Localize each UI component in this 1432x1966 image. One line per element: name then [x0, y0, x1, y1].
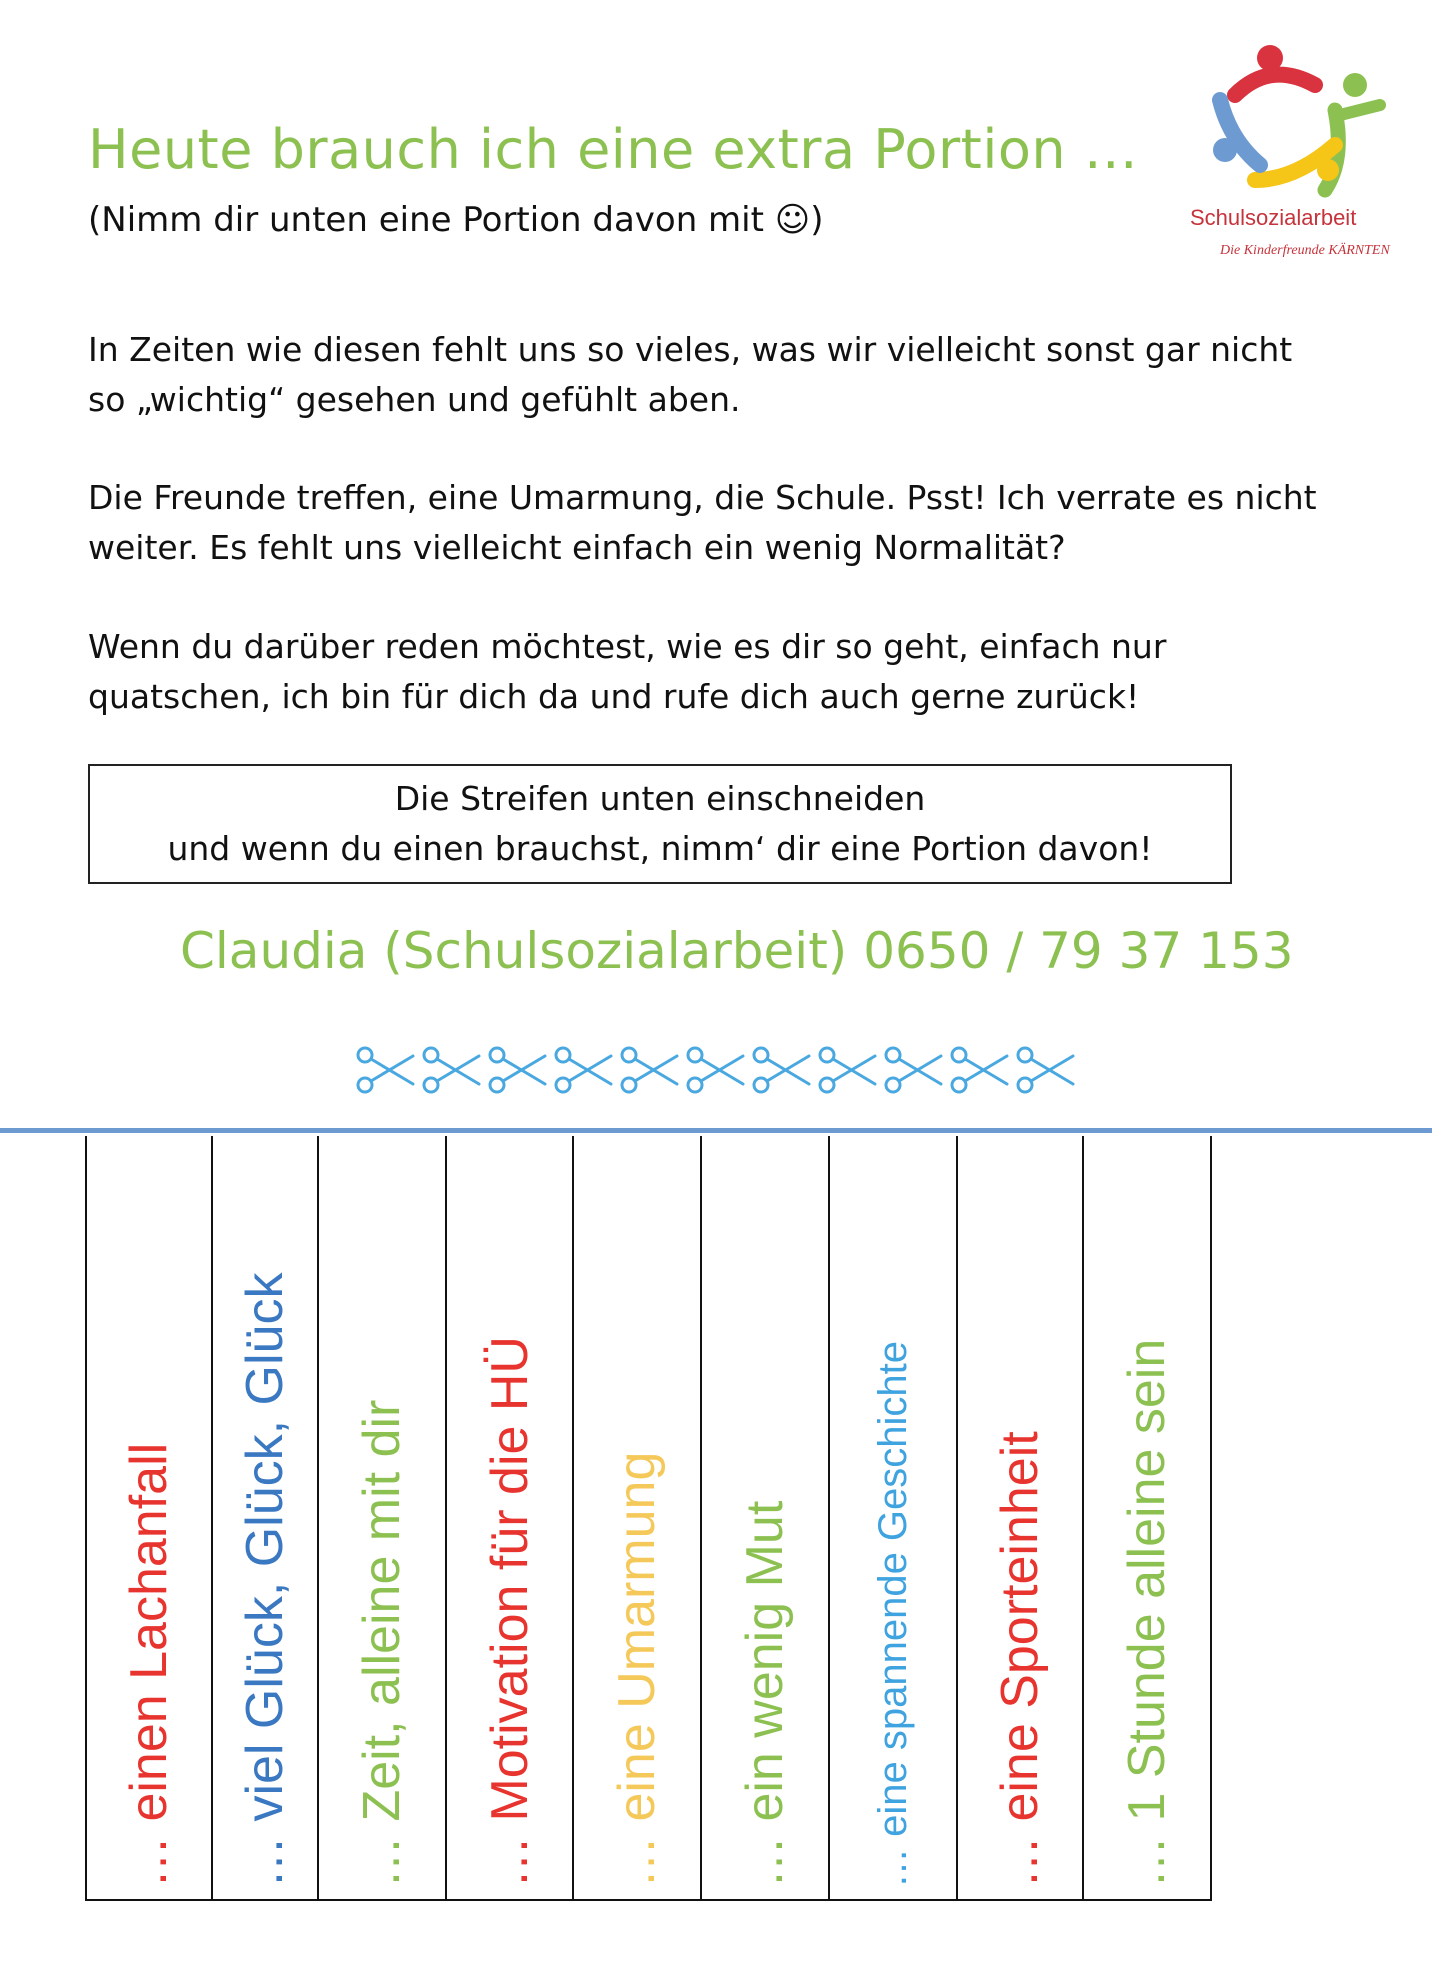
scissors-icon [751, 1040, 811, 1100]
scissors-icon [685, 1040, 745, 1100]
strip-label: … Zeit, alleine mit dir [353, 1399, 411, 1888]
strip-2[interactable] [211, 1136, 317, 1901]
scissors-icon [883, 1040, 943, 1100]
scissors-icon [817, 1040, 877, 1100]
strip-label: … Motivation für die HÜ [480, 1335, 539, 1888]
scissors-icon [619, 1040, 679, 1100]
scissors-icon [1015, 1040, 1075, 1100]
strip-9[interactable] [1082, 1136, 1212, 1901]
instruction-line-2: und wenn du einen brauchst, nimm‘ dir eine Portion davon! [167, 829, 1153, 868]
strip-6[interactable] [700, 1136, 828, 1901]
strip-label: … viel Glück, Glück, Glück [236, 1272, 294, 1888]
scissors-icon [421, 1040, 481, 1100]
logo-name: Schulsozialarbeit [1190, 205, 1357, 230]
strip-label: … eine Sporteinheit [991, 1430, 1049, 1888]
scissors-icon [949, 1040, 1009, 1100]
instruction-line-1: Die Streifen unten einschneiden [394, 779, 926, 818]
strip-8[interactable] [956, 1136, 1082, 1901]
scissors-icon [355, 1040, 415, 1100]
scissors-row [355, 1040, 1075, 1100]
strip-label: … ein wenig Mut [736, 1500, 794, 1888]
strip-3[interactable] [317, 1136, 445, 1901]
cut-line [0, 1128, 1432, 1133]
contact-line: Claudia (Schulsozialarbeit) 0650 / 79 37 153 [180, 922, 1294, 980]
strip-label: … einen Lachanfall [120, 1442, 178, 1888]
paragraph-2: Die Freunde treffen, eine Umarmung, die Schule. Psst! Ich verrate es nicht weiter. Es fehlt uns vielleicht einfach ein wenig Normalität? [88, 478, 1317, 567]
page-subtitle: (Nimm dir unten eine Portion davon mit ☺) [88, 200, 824, 240]
schulsozialarbeit-logo [1185, 40, 1405, 270]
strip-1[interactable] [85, 1136, 211, 1901]
strip-label: … eine Umarmung [608, 1451, 666, 1888]
strip-label: … eine spannende Geschichte [870, 1340, 915, 1888]
strip-7[interactable] [828, 1136, 956, 1901]
logo-sub: Die Kinderfreunde KÄRNTEN [1220, 243, 1390, 258]
strip-4[interactable] [445, 1136, 572, 1901]
scissors-icon [487, 1040, 547, 1100]
strip-label: … 1 Stunde alleine sein [1118, 1338, 1176, 1888]
strip-5[interactable] [572, 1136, 700, 1901]
tear-off-strips [85, 1136, 1212, 1901]
page-title: Heute brauch ich eine extra Portion … [88, 118, 1139, 181]
scissors-icon [553, 1040, 613, 1100]
instruction-box [88, 764, 1232, 884]
paragraph-1: In Zeiten wie diesen fehlt uns so vieles, was wir vielleicht sonst gar nicht so „wichtig“ gesehen und gefühlt aben. [88, 330, 1293, 419]
paragraph-3: Wenn du darüber reden möchtest, wie es dir so geht, einfach nur quatschen, ich bin für dich da und rufe dich auch gerne zurück! [88, 627, 1167, 716]
